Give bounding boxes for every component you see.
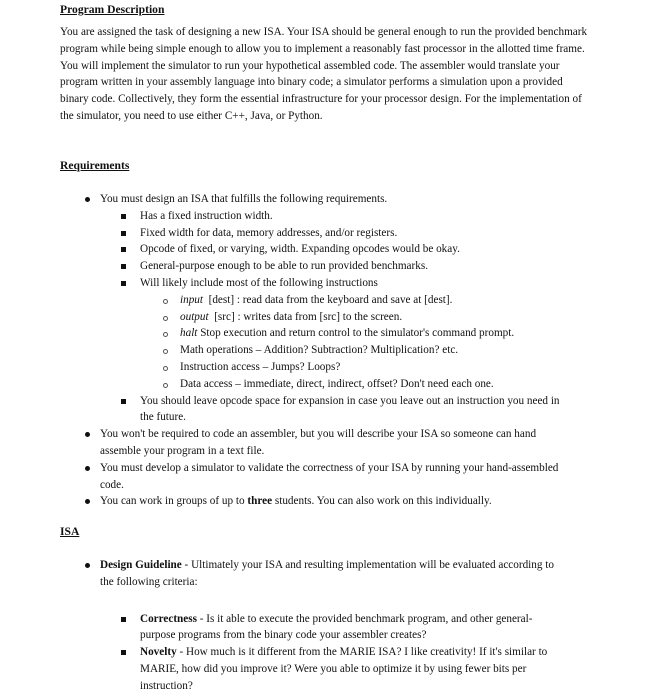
list-item [100,493,562,510]
isa-requirements-sublist [140,208,562,426]
correctness-label: Correctness [140,612,197,625]
groups-text-pre: You can work in groups of up to [100,495,245,508]
isa-list [100,557,562,695]
list-item: Math operations – Addition? Subtraction? Multiplication? etc. [180,342,562,359]
list-item [180,325,562,342]
input-keyword: input [180,293,203,306]
halt-keyword: halt [180,327,198,340]
requirements-list [100,191,562,510]
list-item: Fixed width for data, memory addresses, and/or registers. [140,225,562,242]
output-keyword: output [180,310,209,323]
correctness-text: - Is it able to execute the provided benchmark program, and other general-purpose programs from the binary code your assembler creates? [140,612,533,642]
must-design-text: You must design an ISA that fulfills the following requirements. [100,193,388,205]
list-item: You should leave opcode space for expansion in case you leave out an instruction you need in the future. [140,393,562,427]
list-item: Data access – immediate, direct, indirect, offset? Don't need each one. [180,376,562,393]
list-item [100,191,562,426]
program-description-paragraph: You are assigned the task of designing a new ISA. Your ISA should be general enough to run the provided benchmark program while being simple enough to allow you to implement a reasonably fast processor in the allotted time frame. You will implement the simulator to run your hypothetical assembled code. The assembler would translate your program written in your assembly language into binary code; a simulator performs a simulation upon a provided binary code. Collectively, they form the essential infrastructure for your processor design. For the implementation of the simulator, you need to use either C++, Java, or Python. [60,26,588,122]
design-guideline-label: Design Guideline [100,559,182,571]
list-item: Has a fixed instruction width. [140,208,562,225]
design-guideline-text: - Ultimately your ISA and resulting implementation will be evaluated according to the following criteria: [100,559,554,588]
isa-heading: ISA [60,525,80,538]
list-item: You won't be required to code an assembler, but you will describe your ISA so someone can hand assemble your program in a text file. [100,426,562,460]
list-item [180,292,562,309]
halt-description: Stop execution and return control to the simulator's command prompt. [200,327,515,340]
instruction-list [180,292,562,393]
program-description-heading: Program Description [60,3,165,16]
list-item: Opcode of fixed, or varying, width. Expanding opcodes would be okay. [140,241,562,258]
list-item: You must develop a simulator to validate the correctness of your ISA by running your hand-assembled code. [100,460,562,494]
input-description: [dest] : read data from the keyboard and save at [dest]. [208,293,453,306]
list-item: General-purpose enough to be able to run provided benchmarks. [140,258,562,275]
groups-count: three [247,495,273,508]
list-item [140,644,562,694]
likely-instructions-text: Will likely include most of the following instructions [140,276,378,289]
list-item [180,309,562,326]
list-item: Instruction access – Jumps? Loops? [180,359,562,376]
list-item [140,275,562,393]
list-item [140,611,562,645]
criteria-list [140,611,562,695]
novelty-label: Novelty [140,646,177,659]
list-item [100,557,562,695]
novelty-text: - How much is it different from the MARIE ISA? I like creativity! If it's similar to MARIE, how did you improve it? Were you able to optimize it by using fewer bits per instruction? [140,646,548,692]
groups-text-post: students. You can also work on this individually. [274,495,492,508]
requirements-heading: Requirements [60,159,130,172]
output-description: [src] : writes data from [src] to the screen. [214,310,403,323]
